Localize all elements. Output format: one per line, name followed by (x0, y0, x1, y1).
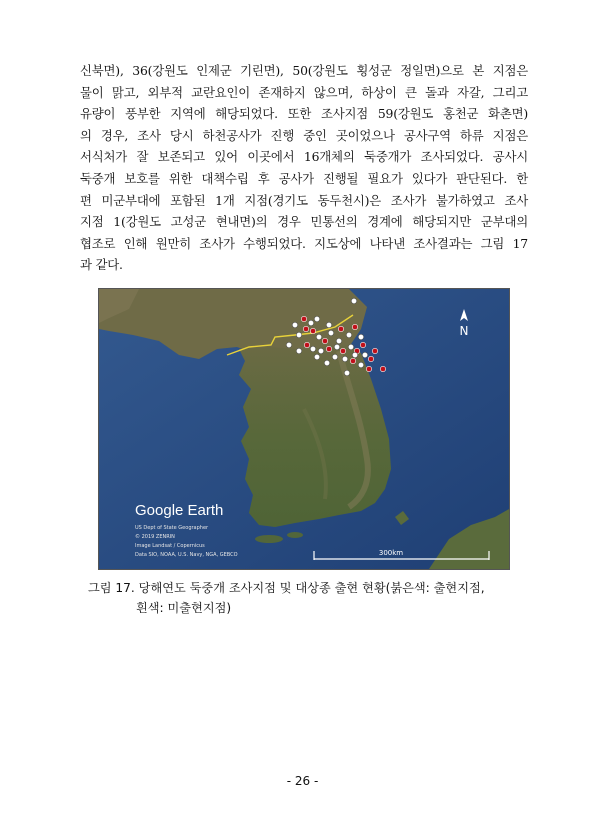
absent-survey-point (351, 298, 356, 303)
present-survey-point (310, 328, 315, 333)
page-number: - 26 - (286, 774, 319, 788)
absent-survey-point (310, 346, 315, 351)
absent-survey-point (352, 352, 357, 357)
satellite-map (99, 289, 509, 569)
credit-line: Image Landsat / Copernicus (135, 543, 205, 549)
present-survey-point (304, 342, 309, 347)
present-survey-point (340, 348, 345, 353)
figure-caption (88, 578, 528, 618)
survey-map-figure (98, 288, 510, 570)
absent-survey-point (334, 344, 339, 349)
absent-survey-point (296, 332, 301, 337)
present-survey-point (303, 326, 308, 331)
absent-survey-point (342, 356, 347, 361)
body-line: 신북면), 36(강원도 인제군 기린면), 50(강원도 횡성군 정일면)으로 본 지점은 (80, 63, 528, 78)
absent-survey-point (286, 342, 291, 347)
scale-label: 300km (378, 549, 404, 557)
absent-survey-point (348, 344, 353, 349)
absent-survey-point (324, 360, 329, 365)
body-line: 협조로 인해 원만히 조사가 수행되었다. 지도상에 나타낸 조사결과는 그림 17 (80, 235, 528, 251)
north-label: N (459, 324, 469, 338)
present-survey-point (350, 358, 355, 363)
absent-survey-point (346, 332, 351, 337)
body-line: 의 경우, 조사 당시 하천공사가 진행 중인 곳이었으나 공사구역 하류 지점은 (80, 127, 528, 143)
present-survey-point (352, 324, 357, 329)
absent-survey-point (296, 348, 301, 353)
caption-line-1: 그림 17. 당해연도 둑중개 조사지점 및 대상종 출현 현황(붉은색: 출현지점, (88, 581, 485, 595)
present-survey-point (326, 346, 331, 351)
absent-survey-point (292, 322, 297, 327)
absent-survey-point (358, 334, 363, 339)
absent-survey-point (326, 322, 331, 327)
body-paragraph (80, 60, 528, 276)
absent-survey-point (358, 362, 363, 367)
body-line: 둑중개 보호를 위한 대책수립 후 공사가 진행될 필요가 있다가 판단된다. 한 (80, 170, 528, 186)
body-line: 물이 맑고, 외부적 교란요인이 존재하지 않으며, 하상이 큰 돌과 자갈, 그리고 (80, 84, 528, 100)
present-survey-point (360, 342, 365, 347)
absent-survey-point (332, 354, 337, 359)
present-survey-point (380, 366, 385, 371)
island (287, 532, 303, 538)
body-line: 유량이 풍부한 지역에 해당되었다. 또한 조사지점 59(강원도 홍천군 화촌면) (80, 106, 528, 122)
body-line: 편 미군부대에 포함된 1개 지점(경기도 동두천시)은 조사가 불가하였고 조사 (80, 192, 528, 208)
credit-line: Data SIO, NOAA, U.S. Navy, NGA, GEBCO (135, 552, 238, 558)
present-survey-point (366, 366, 371, 371)
absent-survey-point (314, 316, 319, 321)
present-survey-point (338, 326, 343, 331)
credit-line: © 2019 ZENRIN (135, 534, 175, 540)
body-line: 지점 1(강원도 고성군 현내면)의 경우 민통선의 경계에 해당되지만 군부대의 (80, 214, 528, 230)
absent-survey-point (336, 338, 341, 343)
present-survey-point (368, 356, 373, 361)
absent-survey-point (314, 354, 319, 359)
absent-survey-point (316, 334, 321, 339)
absent-survey-point (318, 348, 323, 353)
google-earth-logo: Google Earth (135, 502, 224, 519)
absent-survey-point (328, 330, 333, 335)
caption-line-2: 흰색: 미출현지점) (136, 601, 232, 615)
body-line: 과 같다. (80, 257, 123, 273)
present-survey-point (372, 348, 377, 353)
island (255, 535, 283, 543)
absent-survey-point (344, 370, 349, 375)
absent-survey-point (362, 352, 367, 357)
absent-survey-point (308, 320, 313, 325)
present-survey-point (322, 338, 327, 343)
body-line: 서식처가 잘 보존되고 있어 이곳에서 16개체의 둑중개가 조사되었다. 공사시 (80, 149, 528, 165)
credit-line: US Dept of State Geographer (135, 525, 209, 531)
present-survey-point (301, 316, 306, 321)
